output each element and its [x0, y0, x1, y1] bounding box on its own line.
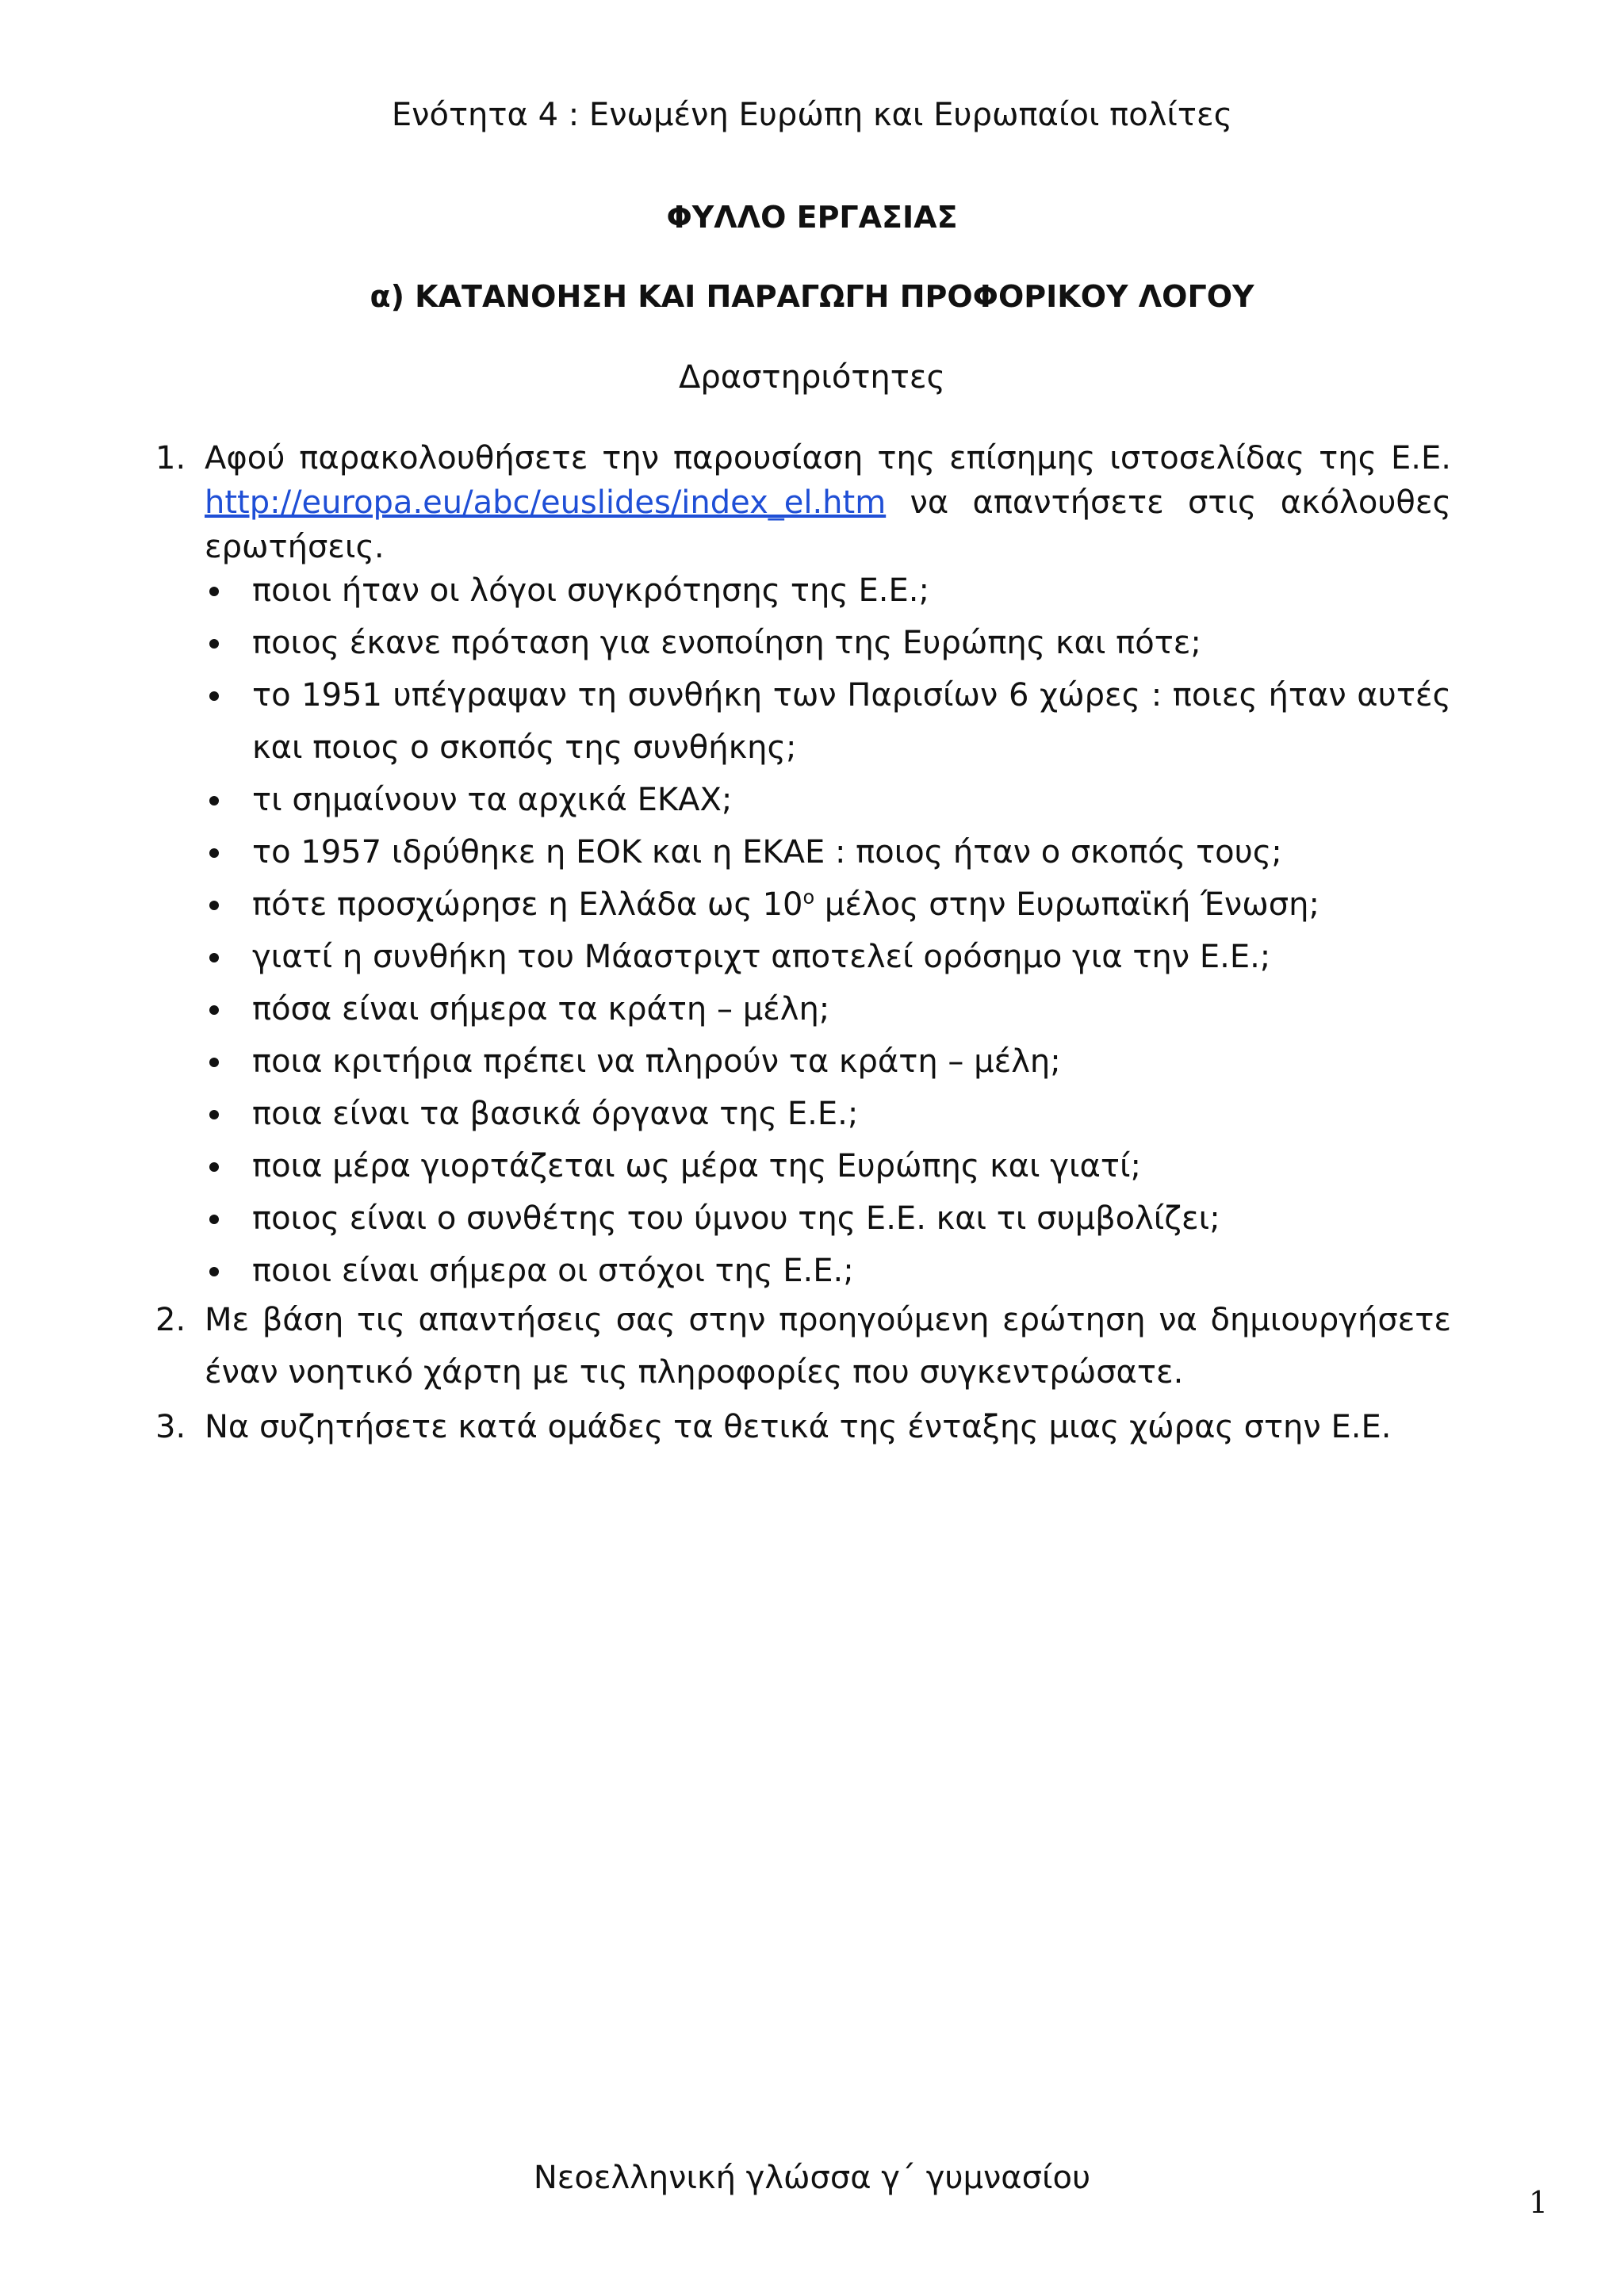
list-item: πόσα είναι σήμερα τα κράτη – μέλη; — [205, 983, 1451, 1035]
bullet-icon — [209, 848, 219, 858]
bullet-icon — [209, 796, 219, 806]
list-item: ποια μέρα γιορτάζεται ως μέρα της Ευρώπης και γιατί; — [205, 1140, 1451, 1192]
list-item: ποια κριτήρια πρέπει να πληρούν τα κράτη – μέλη; — [205, 1035, 1451, 1088]
bullet-icon — [209, 901, 219, 910]
bullet-icon — [209, 639, 219, 649]
question-1-line-1: Αφού παρακολουθήσετε την παρουσίαση της επίσημης ιστοσελίδας της Ε.Ε. — [205, 440, 1451, 476]
question-number: 1. — [155, 440, 186, 476]
list-item: ποιοι είναι σήμερα οι στόχοι της Ε.Ε.; — [205, 1245, 1451, 1297]
question-number: 2. — [155, 1302, 186, 1338]
bullet-icon — [209, 691, 219, 701]
footer-text: Νεοελληνική γλώσσα γ΄ γυμνασίου — [533, 2160, 1091, 2196]
question-number: 3. — [155, 1409, 186, 1445]
list-item: ποιος είναι ο συνθέτης του ύμνου της Ε.Ε. και τι συμβολίζει; — [205, 1192, 1451, 1245]
list-item: ποια είναι τα βασικά όργανα της Ε.Ε.; — [205, 1088, 1451, 1140]
list-item: πότε προσχώρησε η Ελλάδα ως $10^o$ μέλος στην Ευρωπαϊκή Ένωση; — [205, 878, 1451, 931]
list-item: ποιος έκανε πρόταση για ενοποίηση της Ευρώπης και πότε; — [205, 617, 1451, 669]
question-1-bullet-list — [205, 564, 1451, 1297]
list-item: τι σημαίνουν τα αρχικά ΕΚΑΧ; — [205, 774, 1451, 826]
question-text — [205, 436, 1451, 569]
bullet-icon — [209, 1110, 219, 1119]
list-item: το 1951 υπέγραψαν τη συνθήκη των Παρισίων 6 χώρες : ποιες ήταν αυτές και ποιος ο σκοπός της συνθήκης; — [205, 669, 1451, 774]
bullet-icon — [209, 1215, 219, 1224]
question-1-line-2 — [205, 480, 1451, 525]
question-text: Να συζητήσετε κατά ομάδες τα θετικά της ένταξης μιας χώρας στην Ε.Ε. — [205, 1409, 1392, 1445]
europa-link[interactable]: http://europa.eu/abc/euslides/index_el.htm — [205, 484, 887, 521]
bullet-icon — [209, 1162, 219, 1172]
bullet-icon — [209, 1005, 219, 1015]
bullet-icon — [209, 1058, 219, 1067]
question-1-line-3: ερωτήσεις. — [205, 529, 385, 565]
bullet-icon — [209, 953, 219, 962]
bullet-icon — [209, 1267, 219, 1276]
unit-title: Ενότητα 4 : Ενωμένη Ευρώπη και Ευρωπαίοι πολίτες — [391, 97, 1233, 133]
list-item: γιατί η συνθήκη του Μάαστριχτ αποτελεί ορόσημο για την Ε.Ε.; — [205, 931, 1451, 983]
section-title: α) ΚΑΤΑΝΟΗΣΗ ΚΑΙ ΠΑΡΑΓΩΓΗ ΠΡΟΦΟΡΙΚΟΥ ΛΟΓΟΥ — [370, 279, 1254, 314]
question-text: Με βάση τις απαντήσεις σας στην προηγούμενη ερώτηση να δημιουργήσετε έναν νοητικό χάρτη με τις πληροφορίες που συγκεντρώσατε. — [205, 1302, 1451, 1391]
worksheet-title: ΦΥΛΛΟ ΕΡΓΑΣΙΑΣ — [666, 200, 958, 235]
list-item: ποιοι ήταν οι λόγοι συγκρότησης της Ε.Ε.; — [205, 564, 1451, 617]
page-number: 1 — [1528, 2185, 1548, 2220]
activities-heading: Δραστηριότητες — [679, 359, 945, 396]
bullet-icon — [209, 587, 219, 596]
list-item: το 1957 ιδρύθηκε η ΕΟΚ και η ΕΚΑΕ : ποιος ήταν ο σκοπός τους; — [205, 826, 1451, 878]
question-1-line-2-rest: να απαντήσετε στις ακόλουθες — [910, 484, 1451, 521]
